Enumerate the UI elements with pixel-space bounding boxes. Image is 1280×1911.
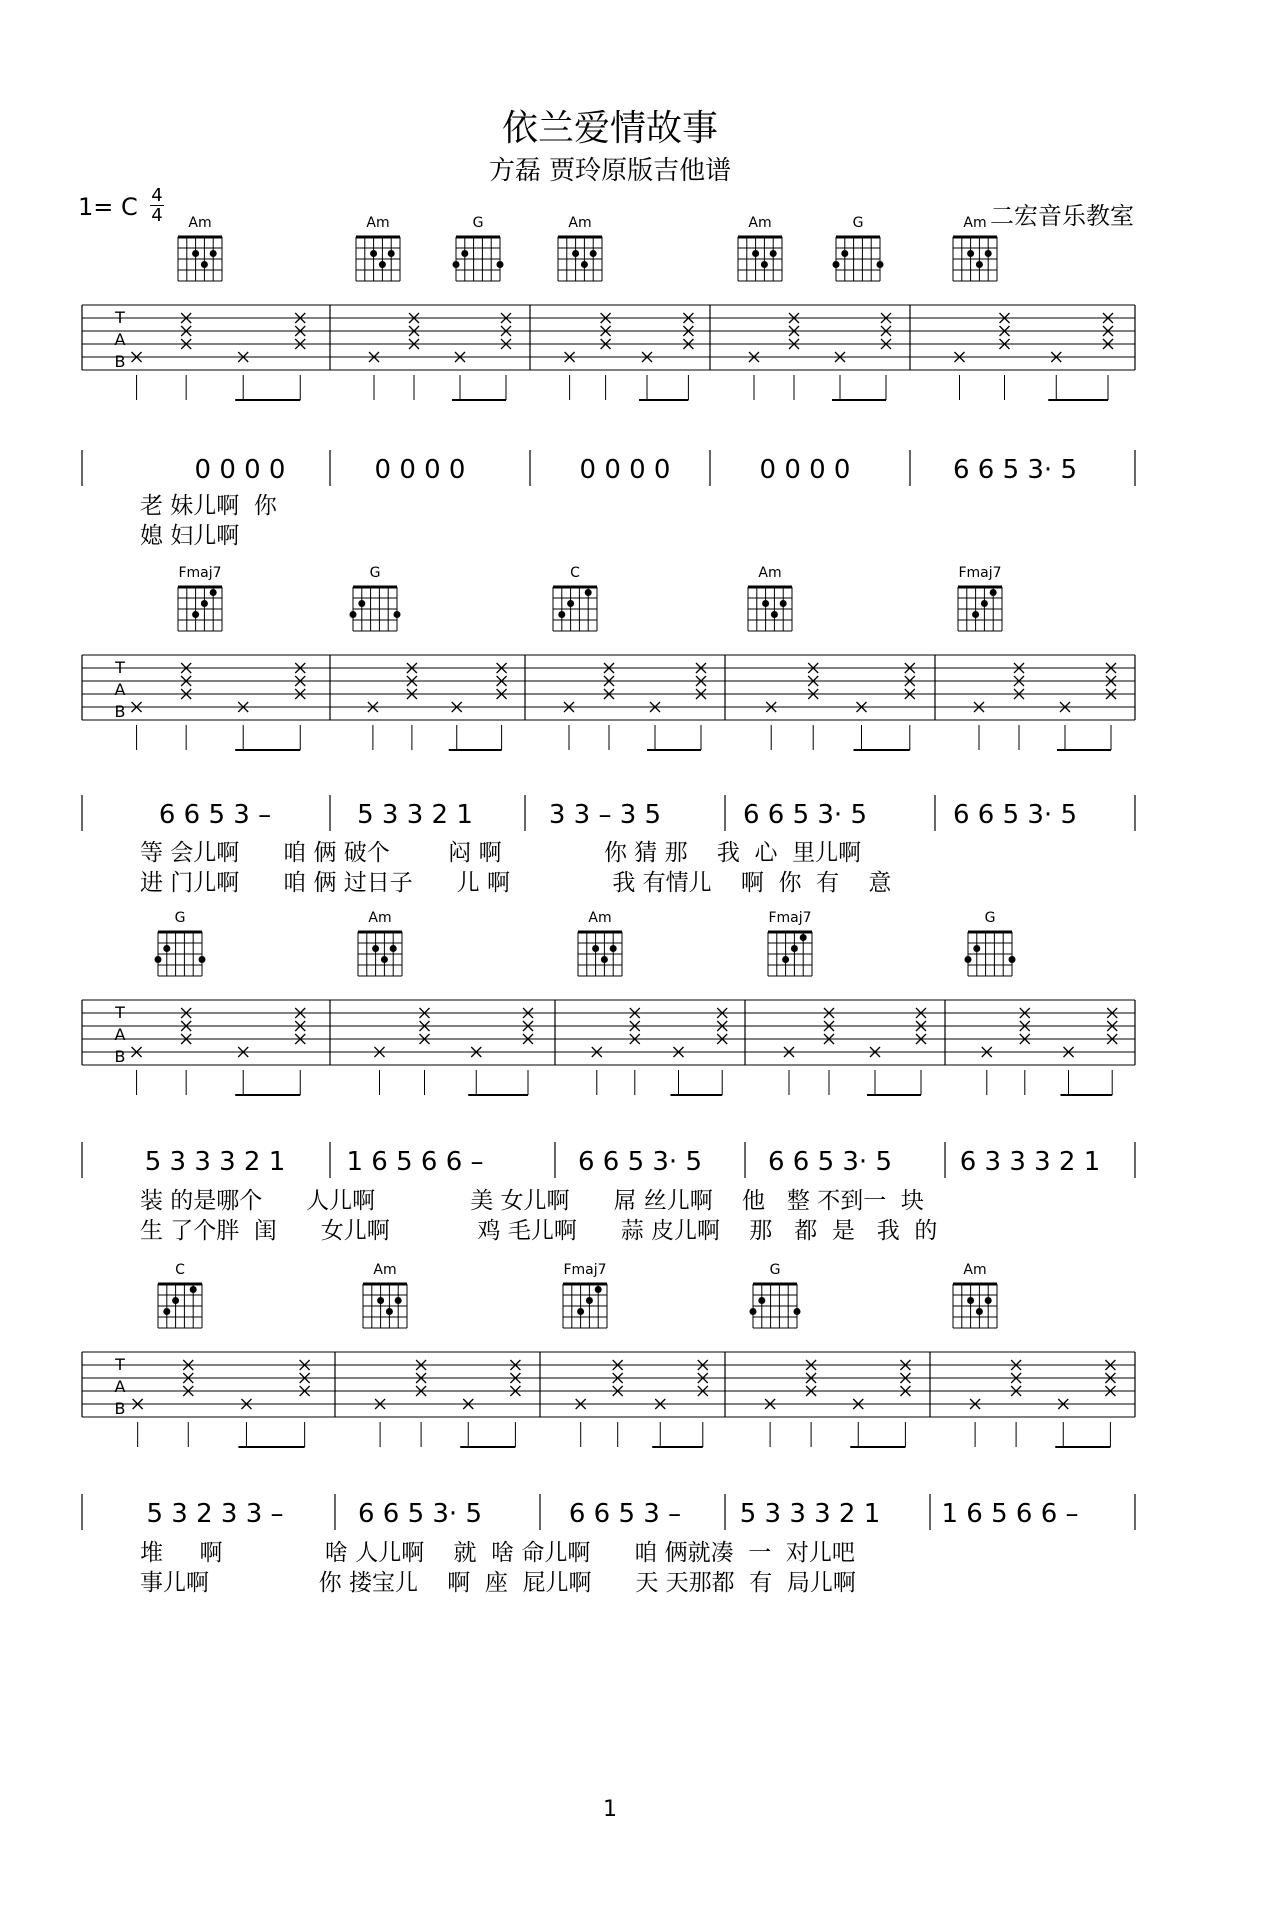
lyric-line-1: 等 会儿啊 咱 俩 破个 闷 啊 你 猜 那 我 心 里儿啊	[140, 840, 862, 866]
chord-name: G	[984, 910, 996, 926]
chord-name: Am	[588, 910, 612, 926]
chord-finger-dot	[190, 1286, 197, 1293]
page-number: 1	[603, 1797, 617, 1822]
time-signature-top: 4	[151, 185, 163, 206]
jianpu-measure: 5 3 3 3 2 1	[739, 1499, 881, 1529]
chord-name: G	[174, 910, 186, 926]
jianpu-measure: 1 6 5 6 6 –	[346, 1147, 484, 1177]
chord-finger-dot	[752, 250, 759, 257]
chord-finger-dot	[558, 611, 565, 618]
key-signature: 1= C	[78, 193, 138, 221]
chord-finger-dot	[800, 934, 807, 941]
chord-finger-dot	[782, 956, 789, 963]
jianpu-measure: 0 0 0 0	[374, 455, 466, 485]
chord-finger-dot	[572, 250, 579, 257]
lyric-line-1: 装 的是哪个 人儿啊 美 女儿啊 屌 丝儿啊 他 整 不到一 块	[140, 1188, 924, 1214]
chord-finger-dot	[780, 600, 787, 607]
chord-finger-dot	[377, 1297, 384, 1304]
chord-finger-dot	[163, 945, 170, 952]
chord-finger-dot	[381, 956, 388, 963]
chord-finger-dot	[985, 1297, 992, 1304]
chord-name: Am	[188, 215, 212, 231]
lyric-line-2: 生 了个胖 闺 女儿啊 鸡 毛儿啊 蒜 皮儿啊 那 都 是 我 的	[140, 1218, 938, 1244]
jianpu-measure: 0 0 0 0	[579, 455, 671, 485]
tab-clef-b: B	[114, 702, 126, 721]
chord-finger-dot	[758, 1297, 765, 1304]
chord-name: Am	[368, 910, 392, 926]
chord-finger-dot	[833, 261, 840, 268]
chord-name: C	[175, 1262, 185, 1278]
jianpu-measure: 6 6 5 3· 5	[577, 1147, 703, 1177]
chord-finger-dot	[965, 956, 972, 963]
jianpu-measure: 1 6 5 6 6 –	[941, 1499, 1079, 1529]
chord-name: G	[769, 1262, 781, 1278]
tab-clef-a: A	[114, 680, 126, 699]
chord-finger-dot	[192, 250, 199, 257]
chord-finger-dot	[210, 589, 217, 596]
chord-finger-dot	[770, 250, 777, 257]
chord-finger-dot	[372, 945, 379, 952]
chord-finger-dot	[973, 945, 980, 952]
chord-finger-dot	[379, 261, 386, 268]
tab-clef-b: B	[114, 352, 126, 371]
chord-finger-dot	[586, 1297, 593, 1304]
tab-clef-a: A	[114, 1377, 126, 1396]
jianpu-measure: 6 6 5 3· 5	[952, 455, 1078, 485]
tab-clef-a: A	[114, 1025, 126, 1044]
lyric-line-2: 事儿啊 你 搂宝儿 啊 座 屁儿啊 天 天那都 有 局儿啊	[140, 1570, 856, 1596]
tab-clef-t: T	[115, 1355, 125, 1374]
studio-name: 二宏音乐教室	[990, 202, 1134, 230]
jianpu-measure: 3 3 – 3 5	[548, 800, 662, 830]
jianpu-measure: 6 6 5 3 –	[158, 800, 272, 830]
chord-name: C	[570, 565, 580, 581]
chord-finger-dot	[155, 956, 162, 963]
chord-finger-dot	[750, 1308, 757, 1315]
chord-name: Am	[366, 215, 390, 231]
chord-name: G	[472, 215, 484, 231]
chord-finger-dot	[585, 589, 592, 596]
chord-finger-dot	[601, 956, 608, 963]
chord-name: Am	[758, 565, 782, 581]
chord-finger-dot	[972, 611, 979, 618]
chord-name: Fmaj7	[178, 565, 222, 581]
chord-finger-dot	[192, 611, 199, 618]
chord-finger-dot	[210, 250, 217, 257]
chord-name: Fmaj7	[563, 1262, 607, 1278]
chord-finger-dot	[610, 945, 617, 952]
chord-name: Fmaj7	[768, 910, 812, 926]
chord-finger-dot	[595, 1286, 602, 1293]
chord-finger-dot	[577, 1308, 584, 1315]
chord-finger-dot	[967, 250, 974, 257]
chord-name: Am	[963, 1262, 987, 1278]
lyric-line-1: 老 妹儿啊 你	[140, 493, 277, 519]
chord-finger-dot	[388, 250, 395, 257]
chord-name: Fmaj7	[958, 565, 1002, 581]
chord-finger-dot	[163, 1308, 170, 1315]
chord-finger-dot	[394, 611, 401, 618]
chord-finger-dot	[791, 945, 798, 952]
chord-finger-dot	[358, 600, 365, 607]
chord-finger-dot	[841, 250, 848, 257]
chord-finger-dot	[967, 1297, 974, 1304]
chord-finger-dot	[976, 261, 983, 268]
chord-finger-dot	[762, 600, 769, 607]
lyric-line-2: 进 门儿啊 咱 俩 过日子 儿 啊 我 有情儿 啊 你 有 意	[140, 870, 892, 896]
chord-finger-dot	[386, 1308, 393, 1315]
jianpu-measure: 5 3 3 3 2 1	[144, 1147, 286, 1177]
chord-name: Am	[373, 1262, 397, 1278]
time-signature-bottom: 4	[151, 205, 163, 226]
jianpu-measure: 6 6 5 3· 5	[952, 800, 1078, 830]
jianpu-measure: 6 3 3 3 2 1	[959, 1147, 1101, 1177]
jianpu-measure: 5 3 3 2 1	[357, 800, 473, 830]
chord-finger-dot	[877, 261, 884, 268]
jianpu-measure: 0 0 0 0	[194, 455, 286, 485]
chord-finger-dot	[201, 600, 208, 607]
chord-finger-dot	[794, 1308, 801, 1315]
chord-finger-dot	[199, 956, 206, 963]
chord-finger-dot	[370, 250, 377, 257]
tab-clef-b: B	[114, 1047, 126, 1066]
chord-finger-dot	[771, 611, 778, 618]
tab-clef-b: B	[114, 1399, 126, 1418]
tab-clef-t: T	[115, 658, 125, 677]
chord-finger-dot	[990, 589, 997, 596]
chord-name: G	[369, 565, 381, 581]
chord-finger-dot	[567, 600, 574, 607]
lyric-line-1: 堆 啊 啥 人儿啊 就 啥 命儿啊 咱 俩就凑 一 对儿吧	[140, 1540, 855, 1566]
chord-finger-dot	[981, 600, 988, 607]
lyric-line-2: 媳 妇儿啊	[140, 523, 240, 549]
tab-clef-t: T	[115, 308, 125, 327]
chord-finger-dot	[592, 945, 599, 952]
chord-name: G	[852, 215, 864, 231]
song-title: 依兰爱情故事	[501, 108, 718, 149]
jianpu-measure: 6 6 5 3· 5	[742, 800, 868, 830]
jianpu-measure: 6 6 5 3· 5	[767, 1147, 893, 1177]
chord-finger-dot	[461, 250, 468, 257]
jianpu-measure: 0 0 0 0	[759, 455, 851, 485]
song-subtitle: 方磊 贾玲原版吉他谱	[488, 156, 732, 186]
chord-finger-dot	[581, 261, 588, 268]
chord-finger-dot	[1009, 956, 1016, 963]
jianpu-measure: 5 3 2 3 3 –	[146, 1499, 284, 1529]
chord-finger-dot	[976, 1308, 983, 1315]
chord-finger-dot	[201, 261, 208, 268]
chord-finger-dot	[590, 250, 597, 257]
chord-name: Am	[963, 215, 987, 231]
jianpu-measure: 6 6 5 3· 5	[357, 1499, 483, 1529]
chord-finger-dot	[497, 261, 504, 268]
chord-finger-dot	[985, 250, 992, 257]
chord-finger-dot	[390, 945, 397, 952]
chord-finger-dot	[453, 261, 460, 268]
chord-finger-dot	[761, 261, 768, 268]
chord-finger-dot	[172, 1297, 179, 1304]
chord-name: Am	[748, 215, 772, 231]
tab-clef-t: T	[115, 1003, 125, 1022]
jianpu-measure: 6 6 5 3 –	[568, 1499, 682, 1529]
chord-finger-dot	[395, 1297, 402, 1304]
chord-name: Am	[568, 215, 592, 231]
tab-clef-a: A	[114, 330, 126, 349]
chord-finger-dot	[350, 611, 357, 618]
